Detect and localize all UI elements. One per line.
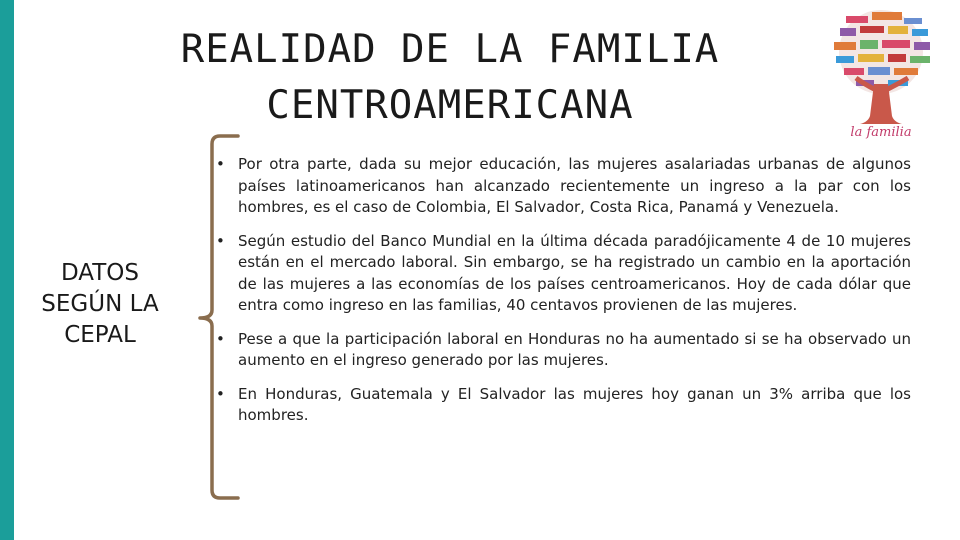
bullet-item-3: • Pese a que la participación laboral en Honduras no ha aumentado si se ha observado un aumento en el ingreso generado por las mujeres.: [214, 329, 911, 372]
bullet-item-2: • Según estudio del Banco Mundial en la última década paradójicamente 4 de 10 mujeres están en el mercado laboral. Sin embargo, se ha registrado un cambio en la aportación de las mujeres a las economías de los países centroamericanos. Hoy de cada dólar que entra como ingreso en las familias, 40 centavos provienen de las mujeres.: [214, 231, 911, 317]
bullet-item-4: • En Honduras, Guatemala y El Salvador las mujeres hoy ganan un 3% arriba que los hombres.: [214, 384, 911, 427]
title-line-2: CENTROAMERICANA: [266, 83, 634, 128]
title-line-1: REALIDAD DE LA FAMILIA: [180, 27, 720, 72]
left-accent-stripe: [0, 0, 14, 540]
bullet-list: [214, 154, 911, 439]
side-label: DATOS SEGÚN LA CEPAL: [41, 260, 159, 348]
family-tree-logo: [816, 4, 946, 140]
bullet-item-1: • Por otra parte, dada su mejor educación, las mujeres asalariadas urbanas de algunos países latinoamericanos han alcanzado recientemente un ingreso a la par con los hombres, es el caso de Colombia, El Salvador, Costa Rica, Panamá y Venezuela.: [214, 154, 911, 219]
slide-title: [50, 22, 850, 134]
tree-trunk-icon: [856, 78, 908, 124]
logo-text: la familia: [850, 125, 912, 140]
tree-canopy-icon: [834, 10, 930, 94]
